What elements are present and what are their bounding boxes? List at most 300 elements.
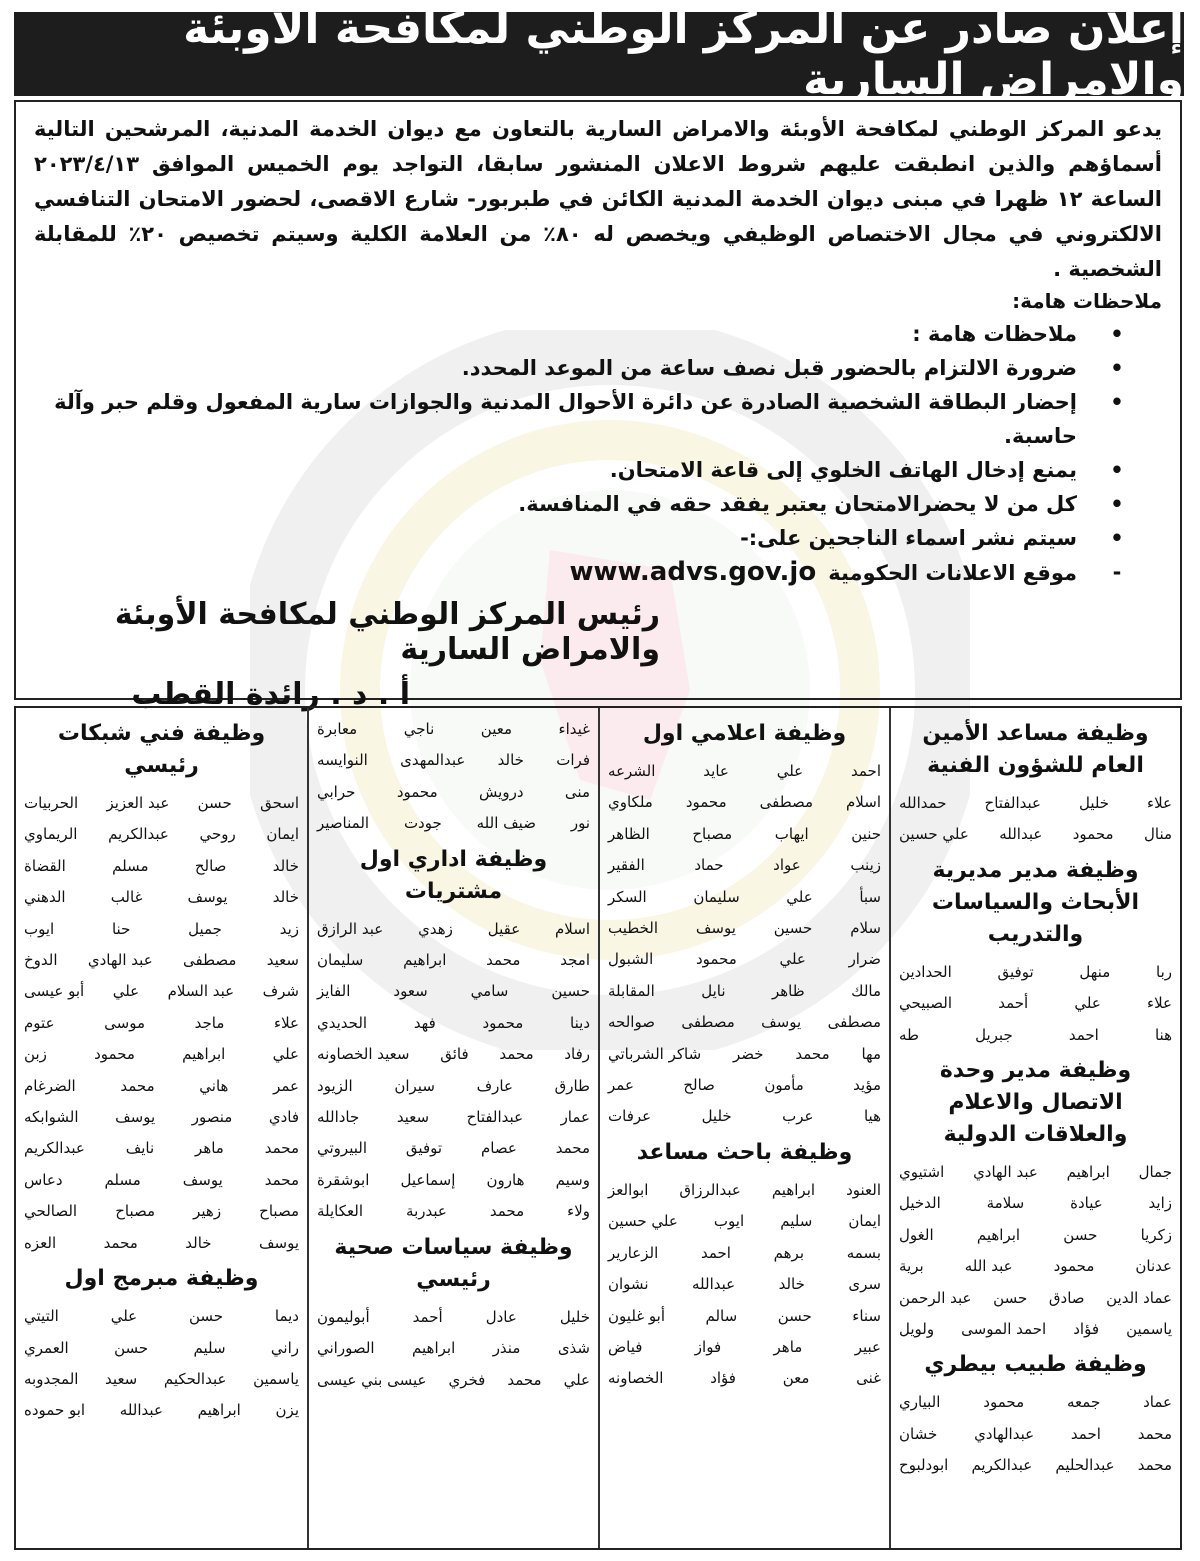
name-part: عايد [703,762,729,780]
name-part: حسن [993,1288,1028,1307]
name-part: البياري [899,1393,941,1412]
note-item [34,453,1132,487]
name-part: عبير [854,1337,881,1356]
job-title: وظيفة مبرمج اول [64,1266,259,1292]
name-part: عارف [476,1076,513,1095]
name-part: سليم [780,1212,813,1231]
candidate-name-row [317,1071,590,1102]
candidate-name-row [24,914,299,945]
name-part: ماهر [773,1337,803,1356]
candidate-name-row [899,1220,1172,1251]
name-part: مسلم [112,856,149,875]
candidate-name-row [317,1302,590,1333]
name-part: ايوب [24,919,55,938]
name-part: زيد [279,919,299,938]
bullet-icon: • [1110,492,1124,516]
name-part: ابراهيم [197,1401,241,1420]
name-part: الخطيب [608,919,659,938]
note-item [34,317,1132,351]
name-part: عبدربة [406,1202,447,1221]
name-part: حرابي [317,782,356,801]
name-part: حسن [777,1306,812,1325]
name-part: ديما [274,1307,299,1326]
name-part: عبدالله [119,1401,163,1420]
name-part: النوايسه [317,751,368,770]
name-part: عبدالفتاح [466,1108,524,1127]
note-text: ضرورة الالتزام بالحضور قبل نصف ساعة من الموعد المحدد. [461,356,1077,380]
name-part: يوسف [187,888,228,907]
job-title: وظيفة مساعد الأمين العام للشؤون الفنية [922,721,1149,778]
name-part: وسيم [555,1170,590,1189]
name-part: ايوب [713,1212,745,1231]
name-part: محمد [1137,1424,1172,1443]
announcement-body [14,100,1182,712]
name-part: اسلام [846,793,881,812]
name-part: العكايلة [317,1202,364,1221]
candidate-name-row [608,787,881,818]
name-part: ولويل [899,1320,935,1339]
name-part: سعيد [266,951,299,970]
name-part: عواد [773,856,801,875]
name-part: فرات [556,751,590,770]
name-part: حسن [197,794,232,812]
candidate-name-row [24,1228,299,1259]
name-part: حنين [851,824,881,843]
name-part: الحدادين [899,962,952,981]
name-part: الزيود [317,1076,353,1095]
name-part: عقيل [487,919,521,938]
name-part: سلامة [986,1194,1025,1213]
name-part: توفيق [997,962,1034,981]
candidate-name-row [24,1102,299,1133]
name-part: محمود [396,782,438,801]
name-part: ابراهيم [412,1339,456,1358]
name-part: خالد [185,1233,212,1252]
name-part: سيران [394,1076,435,1095]
name-part: معابرة [317,720,358,738]
name-part: معين [480,720,512,738]
candidate-column [307,708,598,1548]
name-part: عبدالكريم [108,825,169,844]
note-text: سيتم نشر اسماء الناجحين على:- [740,526,1077,550]
candidate-name-row [608,1039,881,1070]
candidate-column [889,708,1180,1548]
name-part: فؤاد [1073,1320,1099,1339]
candidate-name-row [899,1020,1172,1051]
name-part: الشبول [608,950,654,969]
name-part: حمدالله [899,794,947,812]
name-part: القضاة [24,856,66,875]
name-part: زبن [24,1045,47,1064]
name-part: زينب [850,856,881,875]
name-part: علي حسين [608,1212,678,1231]
candidate-name-row [899,1450,1172,1481]
name-part: عبدالكريم [971,1456,1033,1475]
name-part: ناجي [403,720,435,738]
job-title: وظيفة طبيب بيطري [924,1352,1147,1378]
job-title: وظيفة مدير وحدة الاتصال والاعلام والعلاقات الدولية [939,1058,1132,1148]
name-part: الحربيات [24,794,79,812]
name-part: هيا [863,1107,881,1126]
name-part: مها [861,1044,881,1063]
name-part: فواز [694,1337,722,1356]
name-part: عبدالفتاح [984,794,1041,812]
candidate-name-row [899,1188,1172,1219]
candidate-name-row [24,1301,299,1332]
name-part: ابودلبوح [899,1456,949,1475]
name-part: جادالله [317,1108,360,1127]
name-part: سليمان [317,951,364,970]
job-title: وظيفة فني شبكات رئيسي [57,721,266,778]
name-part: برية [899,1257,924,1276]
name-part: ماهر [195,1139,224,1158]
name-part: محمد [507,1370,542,1389]
name-part: علي [779,950,806,969]
name-part: سعود [393,982,428,1001]
candidate-name-row [608,1332,881,1363]
name-part: عتوم [24,1013,55,1032]
name-part: سليم [193,1338,226,1357]
name-part: محمد [103,1233,138,1252]
candidate-name-row [899,788,1172,819]
candidate-name-row [317,1039,590,1070]
name-part: غالب [110,888,143,907]
name-part: يوسف [182,1170,223,1189]
name-part: مصباح [259,1202,299,1221]
name-part: خليل [559,1307,590,1326]
name-part: السكر [608,887,647,906]
name-part: خشان [899,1424,938,1443]
candidate-name-row [899,819,1172,850]
name-part: منهل [1079,962,1111,981]
bullet-icon: • [1110,526,1124,550]
candidate-name-row [24,1333,299,1364]
name-part: حماد [694,856,724,875]
note-text: موقع الاعلانات الحكومية [828,561,1077,585]
name-part: ولاء [567,1202,590,1221]
note-item [34,487,1132,521]
bullet-icon: • [1110,322,1124,346]
name-part: أحمد [998,994,1029,1013]
candidate-name-row [608,882,881,913]
name-part: اسلام [555,919,590,938]
candidate-name-row [899,1251,1172,1282]
name-part: هنا [1154,1025,1172,1044]
name-part: سلام [850,919,881,938]
name-part: ابراهيم [403,951,447,970]
name-part: فائق [440,1045,469,1064]
candidate-name-row [24,1395,299,1426]
name-part: الفايز [317,982,351,1001]
name-part: البيروتي [317,1139,367,1158]
name-part: طارق [554,1076,590,1095]
name-part: سعيد [396,1108,430,1127]
name-part: جمال [1138,1163,1172,1182]
name-part: منال [1143,825,1172,844]
candidate-name-row [608,850,881,881]
website-link[interactable]: www.advs.gov.jo [569,557,817,587]
name-part: عبدالكريم [24,1139,85,1158]
name-part: محمد [264,1139,299,1158]
name-part: علاء [1147,994,1172,1013]
name-part: حسن [1063,1225,1098,1244]
announcement-title-bar [14,3,1184,105]
name-part: الريماوي [24,825,78,844]
candidate-name-row [24,945,299,976]
name-part: رفاد [564,1045,590,1064]
name-part: الزعارير [608,1243,659,1262]
signature-title: رئيس المركز الوطني لمكافحة الأوبئة والامراض السارية [114,597,660,667]
name-part: نور [570,814,590,833]
name-part: أبو غليون [608,1306,665,1325]
name-part: احمد [1068,1025,1099,1044]
candidate-name-row [608,1269,881,1300]
candidate-name-row [317,1008,590,1039]
name-part: عرب [782,1107,814,1126]
candidate-name-row [317,808,590,839]
candidate-name-row [24,1133,299,1164]
name-part: عيادة [1070,1194,1103,1213]
name-part: أحمد [412,1307,443,1326]
name-part: يوسف [761,1013,802,1032]
candidate-name-row [899,1157,1172,1188]
signature-block [16,597,660,712]
note-text: ملاحظات هامة : [912,322,1077,346]
name-part: جمعه [1067,1393,1101,1412]
notes-list [34,317,1162,590]
candidate-name-row [608,1101,881,1132]
name-part: ابراهيم [771,1180,816,1199]
name-part: الشوابكه [24,1108,79,1127]
candidate-name-row [608,1070,881,1101]
name-part: عادل [485,1307,517,1326]
name-part: دينا [570,1013,590,1032]
name-part: زايد [1148,1194,1172,1213]
name-part: عبدالله [692,1275,736,1294]
candidate-name-row [24,1008,299,1039]
name-part: عبدالهادي [974,1424,1035,1443]
name-part: زهدي [418,919,453,938]
name-part: هاني [199,1076,229,1095]
candidate-name-row [24,851,299,882]
candidate-column [598,708,889,1548]
name-part: مسلم [104,1170,141,1189]
candidate-name-row [24,1165,299,1196]
name-part: عمار [560,1108,590,1127]
name-part: غنى [856,1369,881,1388]
name-part: نايل [701,981,726,1000]
signature-name: أ . د . رائدة القطب [131,677,410,712]
name-part: خالد [497,751,524,770]
name-part: العمري [24,1338,69,1357]
candidate-name-row [317,745,590,776]
note-text: إحضار البطاقة الشخصية الصادرة عن دائرة الأحوال المدنية والجوازات سارية المفعول وقلم حبر وآلة حاسبة. [54,390,1077,448]
name-part: محمد [499,1045,534,1064]
name-part: موسى [104,1013,146,1032]
name-part: الصبيحي [899,994,952,1013]
bullet-icon: • [1110,390,1124,414]
name-part: التيتي [24,1307,59,1326]
name-part: مالك [851,981,881,1000]
candidate-name-row [317,976,590,1007]
name-part: محمد [486,951,521,970]
name-part: علي [272,1045,299,1064]
name-part: عبد السلام [167,982,235,1001]
candidate-name-row [899,1387,1172,1418]
name-part: أبوليمون [317,1307,370,1326]
name-part: مصباح [692,824,733,843]
name-part: صالح [194,856,227,875]
name-part: ضيف الله [476,814,536,833]
name-part: جميل [188,919,222,938]
candidate-name-row [899,1283,1172,1314]
name-part: مصطفى [759,793,814,812]
name-part: عبد الرحمن [899,1288,972,1307]
candidate-name-row [317,714,590,745]
name-part: ايمان [848,1212,881,1231]
name-part: شذى [557,1339,590,1358]
name-part: عبدالله [999,825,1043,844]
name-part: خالد [272,888,299,907]
note-item [34,555,1132,590]
name-part: يوسف [115,1108,156,1127]
name-part: راني [270,1338,299,1357]
name-part: الفقير [608,856,645,875]
name-part: صادق [1048,1288,1085,1307]
name-part: منصور [191,1108,233,1127]
name-part: يوسف [695,919,736,938]
job-title: وظيفة اداري اول مشتريات [359,846,548,904]
name-part: عبد الرازق [317,919,384,938]
name-part: خالد [778,1275,805,1294]
name-part: ربا [1156,962,1172,981]
name-part: سالم [705,1306,738,1325]
name-part: ماجد [194,1013,225,1032]
name-part: علي حسين [899,825,969,844]
job-title: وظيفة باحث مساعد [636,1139,853,1165]
name-part: عماد الدين [1106,1288,1172,1307]
note-text: يمنع إدخال الهاتف الخلوي إلى قاعة الامتحان. [609,458,1077,482]
name-part: عبد الهادي [87,951,153,970]
name-part: علي [112,982,140,1001]
name-part: عدنان [1135,1257,1172,1276]
name-part: برهم [773,1243,805,1262]
candidate-name-row [24,976,299,1007]
announcement-title: إعلان صادر عن المركز الوطني لمكافحة الأوبئة والامراض السارية [183,3,1184,105]
name-part: محمود [695,950,737,969]
name-part: الدهني [24,888,66,907]
name-part: مصطفى [681,1013,735,1032]
job-title: وظيفة اعلامي اول [642,721,847,746]
candidate-name-row [317,1133,590,1164]
name-part: عبد الله [964,1257,1013,1276]
candidate-name-row [608,1175,881,1206]
name-part: العنود [846,1180,881,1199]
name-part: الظاهر [608,824,650,843]
name-part: صوالحه [608,1013,655,1032]
name-part: اشتيوي [899,1163,945,1182]
name-part: ظاهر [772,981,805,1000]
name-part: احمد [851,762,881,780]
name-part: زكريا [1140,1225,1172,1244]
candidate-name-row [899,1419,1172,1450]
name-part: الصوراني [317,1339,375,1358]
name-part: خالد [272,856,299,875]
name-part: فؤاد [710,1369,736,1388]
candidate-name-row [608,1363,881,1394]
candidate-name-row [608,819,881,850]
name-part: محمود [94,1045,135,1064]
name-part: ضرار [848,950,881,969]
name-part: طه [899,1025,919,1044]
candidate-name-row [608,1301,881,1332]
name-part: محمود [1053,1257,1095,1276]
name-part: محمد [120,1076,155,1095]
name-part: حسين [773,919,813,938]
job-title: وظيفة سياسات صحية رئيسي [334,1234,573,1292]
candidate-name-row [317,1196,590,1227]
name-part: منذر [492,1339,521,1358]
name-part: عبدالرزاق [679,1180,741,1199]
name-part: عمر [273,1076,299,1095]
name-part: مصطفى [183,951,237,970]
notes-heading: ملاحظات هامة: [1012,289,1162,313]
candidate-name-row [317,777,590,808]
candidate-name-row [24,1039,299,1070]
name-part: حسن [114,1338,149,1357]
name-part: خليل [701,1107,732,1126]
name-part: ابراهيم [976,1225,1021,1244]
name-part: سبأ [859,887,881,906]
name-part: علي [1074,994,1101,1013]
candidate-name-row [608,976,881,1007]
job-title: وظيفة مدير مديرية الأبحاث والسياسات والتدريب [931,857,1140,947]
name-part: عبدالمهدى [400,751,466,770]
candidate-name-row [899,1314,1172,1345]
candidate-name-row [24,1364,299,1395]
name-part: عبد الهادي [973,1163,1038,1182]
name-part: عماد [1143,1393,1172,1412]
candidate-name-row [24,788,299,819]
name-part: هارون [486,1170,525,1189]
name-part: ايهاب [774,824,809,843]
name-part: فهد [413,1013,436,1032]
name-part: محمود [482,1013,524,1032]
name-part: حسين [551,982,590,1001]
name-part: ابراهيم [182,1045,226,1064]
candidate-name-row [317,1102,590,1133]
name-part: بسمه [846,1243,881,1262]
name-part: زهير [193,1202,222,1221]
name-part: دعاس [24,1170,63,1189]
name-part: أبو عيسى [24,982,85,1001]
name-part: حنا [111,919,131,938]
candidate-name-row [24,1196,299,1227]
intro-paragraph: يدعو المركز الوطني لمكافحة الأوبئة والامراض السارية بالتعاون مع ديوان الخدمة المدنية، المرشحين التالية أسماؤهم والذين انطبقت عليهم شروط الاعلان المنشور سابقا، التواجد يوم الخميس الموافق ٢٠٢٣/٤/١٣ الساعة ١٢ ظهرا في مبنى ديوان الخدمة المدنية الكائن في طبربور- شارع الاقصى، لحضور الامتحان التنافسي الالكتروني في مجال الاختصاص الوظيفي ويخصص له ٨٠٪ من العلامة الكلية وسيتم تخصيص ٢٠٪ للمقابلة الشخصية . [34,117,1162,281]
name-part: ابراهيم [1066,1163,1110,1182]
name-part: احمد [700,1243,731,1262]
name-part: إسماعيل [400,1170,456,1189]
name-part: علي [563,1370,590,1389]
name-part: ياسمين [1126,1320,1172,1339]
name-part: المناصير [317,814,370,833]
candidate-column [16,708,307,1548]
candidate-name-row [899,988,1172,1019]
name-part: عصام [480,1139,517,1158]
name-part: محمد [264,1170,299,1189]
name-part: علاء [274,1013,299,1032]
name-part: خليل [1078,794,1110,812]
